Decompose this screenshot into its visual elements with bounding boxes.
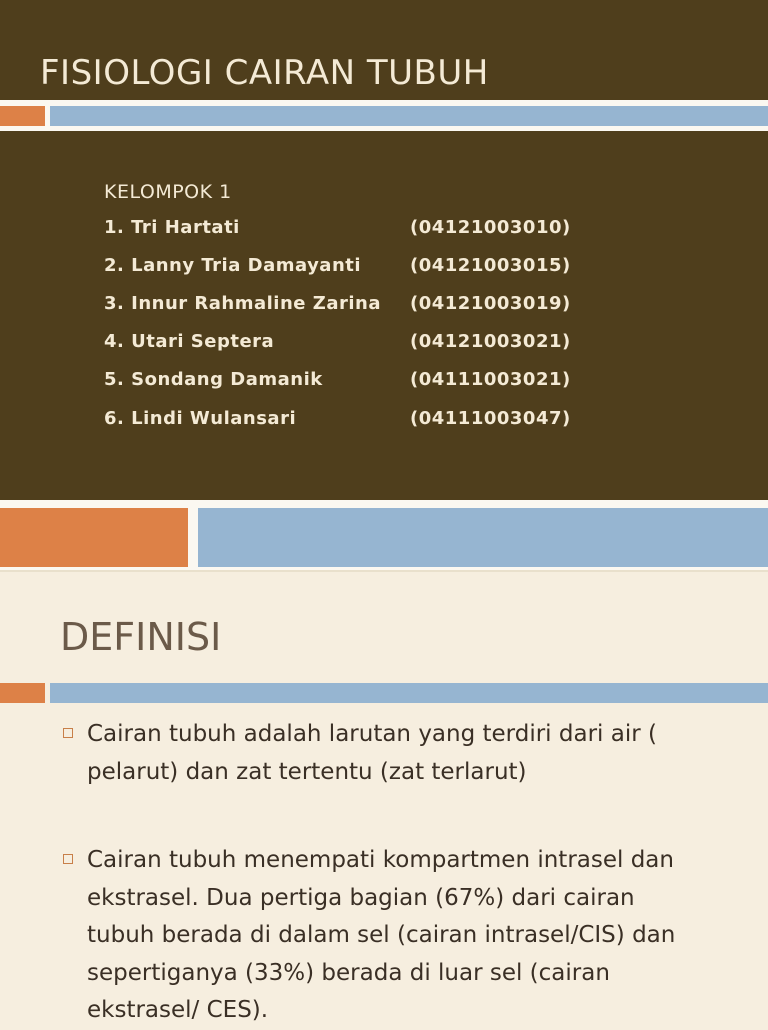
member-name: 3. Innur Rahmaline Zarina xyxy=(104,293,381,314)
slide-divider xyxy=(0,570,768,572)
accent-bar-blue xyxy=(50,683,768,703)
member-name: 4. Utari Septera xyxy=(104,331,275,352)
square-bullet-icon xyxy=(63,728,73,738)
footer-bar-blue xyxy=(198,508,768,567)
bullet-item xyxy=(63,716,703,791)
member-nim: (04121003019) xyxy=(410,293,571,314)
member-name: 1. Tri Hartati xyxy=(104,217,240,238)
bullet-item xyxy=(63,842,703,1030)
slide-title-text: FISIOLOGI CAIRAN TUBUH xyxy=(40,53,489,93)
accent-bar-blue xyxy=(50,106,768,126)
member-nim: (04121003015) xyxy=(410,255,571,276)
member-nim: (04121003010) xyxy=(410,217,571,238)
member-name: 5. Sondang Damanik xyxy=(104,369,323,390)
member-name: 2. Lanny Tria Damayanti xyxy=(104,255,362,276)
square-bullet-icon xyxy=(63,854,73,864)
section-title: DEFINISI xyxy=(60,615,222,659)
accent-bar-orange xyxy=(0,106,45,126)
member-nim: (04111003047) xyxy=(410,408,571,429)
accent-bar-orange xyxy=(0,683,45,703)
member-nim: (04111003021) xyxy=(410,369,571,390)
bullet-text: Cairan tubuh adalah larutan yang terdiri dari air ( pelarut) dan zat tertentu (zat terlarut) xyxy=(87,721,657,785)
footer-bar-orange xyxy=(0,508,188,567)
bullet-text: Cairan tubuh menempati kompartmen intrasel dan ekstrasel. Dua pertiga bagian (67%) dari cairan tubuh berada di dalam sel (cairan intrasel/CIS) dan sepertiganya (33%) berada di luar sel (cairan ekstrasel/ CES). xyxy=(87,847,676,1023)
group-label: KELOMPOK 1 xyxy=(104,181,232,203)
member-nim: (04121003021) xyxy=(410,331,571,352)
member-name: 6. Lindi Wulansari xyxy=(104,408,297,429)
